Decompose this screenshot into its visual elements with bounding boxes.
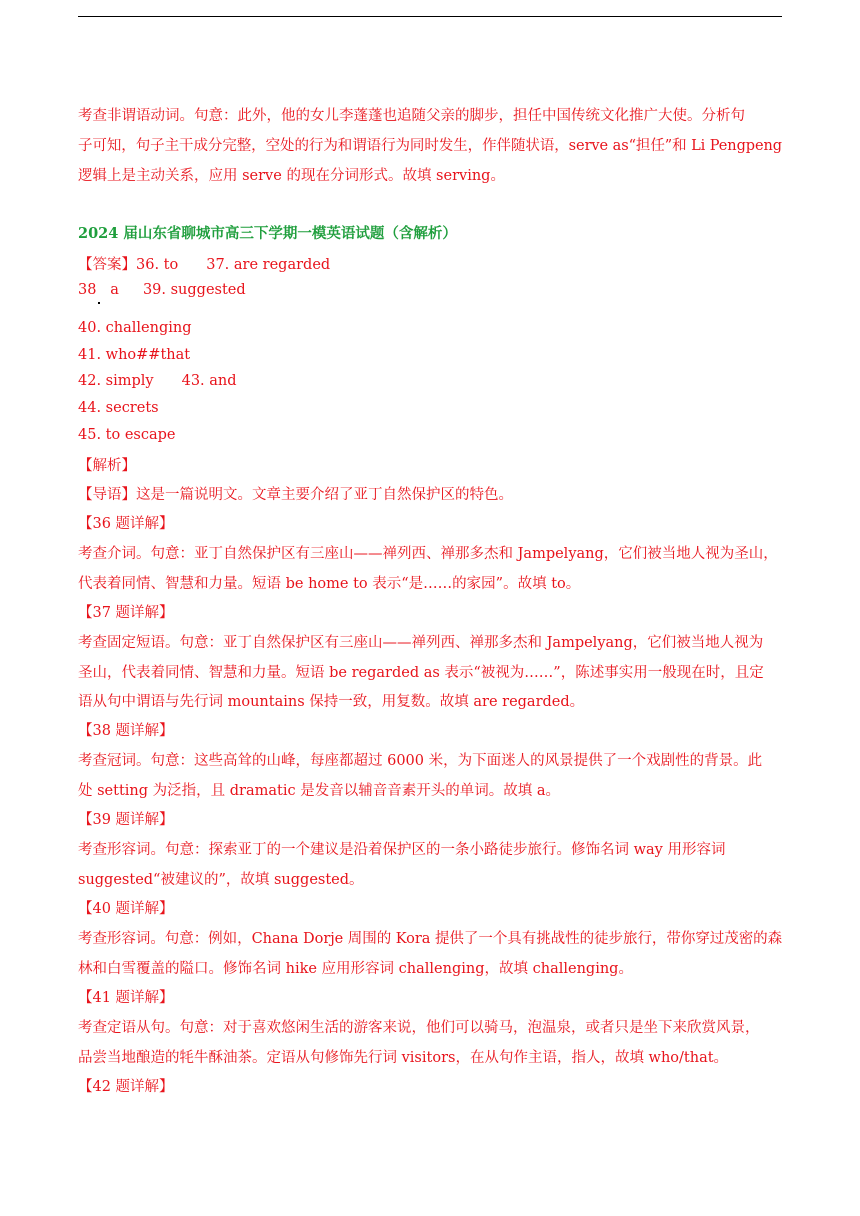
q42-heading: 【42 题详解】 (78, 1079, 174, 1095)
answers-row-2 (78, 282, 246, 298)
answer-40: 40. challenging (78, 320, 192, 336)
q38-line-1: 考查冠词。句意：这些高耸的山峰，每座都超过 6000 米，为下面迷人的风景提供了一个戏剧性的背景。此 (78, 753, 763, 769)
q40-heading: 【40 题详解】 (78, 901, 174, 917)
answer-39: 39. suggested (142, 282, 246, 298)
q37-line-2: 圣山，代表着同情、智慧和力量。短语 be regarded as 表示“被视为……”，陈述事实用一般现在时，且定 (78, 665, 764, 681)
stray-dot (98, 302, 100, 304)
intro-line-1: 考查非谓语动词。句意：此外，他的女儿李蓬蓬也追随父亲的脚步，担任中国传统文化推广大使。分析句 (78, 108, 745, 124)
q38-heading: 【38 题详解】 (78, 723, 174, 739)
q41-line-1: 考查定语从句。句意：对于喜欢悠闲生活的游客来说，他们可以骑马，泡温泉，或者只是坐下来欣赏风景， (78, 1020, 760, 1036)
q38-line-2: 处 setting 为泛指，且 dramatic 是发音以辅音音素开头的单词。故填 a。 (78, 783, 560, 799)
answers-row-42-43 (78, 373, 237, 389)
q40-line-1: 考查形容词。句意：例如，Chana Dorje 周围的 Kora 提供了一个具有挑战性的徒步旅行，带你穿过茂密的森 (78, 931, 783, 947)
intro-line-2: 子可知，句子主干成分完整，空处的行为和谓语行为同时发生，作伴随状语，serve as“担任”和 Li Pengpeng (78, 138, 783, 154)
analysis-label: 【解析】 (78, 458, 136, 474)
answer-44: 44. secrets (78, 400, 159, 416)
q39-line-2: suggested“被建议的”，故填 suggested。 (78, 872, 364, 888)
q41-line-2: 品尝当地酿造的牦牛酥油茶。定语从句修饰先行词 visitors，在从句作主语，指人，故填 who/that。 (78, 1050, 729, 1066)
answer-38: 38 a (78, 282, 119, 298)
answer-36: 36. to (136, 257, 179, 273)
q39-heading: 【39 题详解】 (78, 812, 174, 828)
intro-line-3: 逻辑上是主动关系，应用 serve 的现在分词形式。故填 serving。 (78, 168, 505, 184)
answer-41: 41. who##that (78, 347, 191, 363)
q37-line-1: 考查固定短语。句意：亚丁自然保护区有三座山——禅列西、禅那多杰和 Jampelyang，它们被当地人视为 (78, 635, 764, 651)
q41-heading: 【41 题详解】 (78, 990, 174, 1006)
answer-label: 【答案】 (78, 257, 136, 273)
q36-line-1: 考查介词。句意：亚丁自然保护区有三座山——禅列西、禅那多杰和 Jampelyang，它们被当地人视为圣山， (78, 546, 778, 562)
section-title: 2024 届山东省聊城市高三下学期一模英语试题（含解析） (78, 225, 457, 242)
header-rule (78, 16, 782, 17)
guide-text: 【导语】这是一篇说明文。文章主要介绍了亚丁自然保护区的特色。 (78, 487, 513, 503)
q36-heading: 【36 题详解】 (78, 516, 174, 532)
q36-line-2: 代表着同情、智慧和力量。短语 be home to 表示“是……的家园”。故填 to。 (78, 576, 581, 592)
answer-45: 45. to escape (78, 427, 176, 443)
q39-line-1: 考查形容词。句意：探索亚丁的一个建议是沿着保护区的一条小路徒步旅行。修饰名词 way 用形容词 (78, 842, 726, 858)
answer-43: 43. and (181, 373, 237, 389)
answer-37: 37. are regarded (206, 257, 331, 273)
q37-heading: 【37 题详解】 (78, 605, 174, 621)
q37-line-3: 语从句中谓语与先行词 mountains 保持一致，用复数。故填 are regarded。 (78, 694, 585, 710)
q40-line-2: 林和白雪覆盖的隘口。修饰名词 hike 应用形容词 challenging，故填 challenging。 (78, 961, 633, 977)
answer-42: 42. simply (78, 373, 154, 389)
answers-row-1 (78, 253, 330, 274)
